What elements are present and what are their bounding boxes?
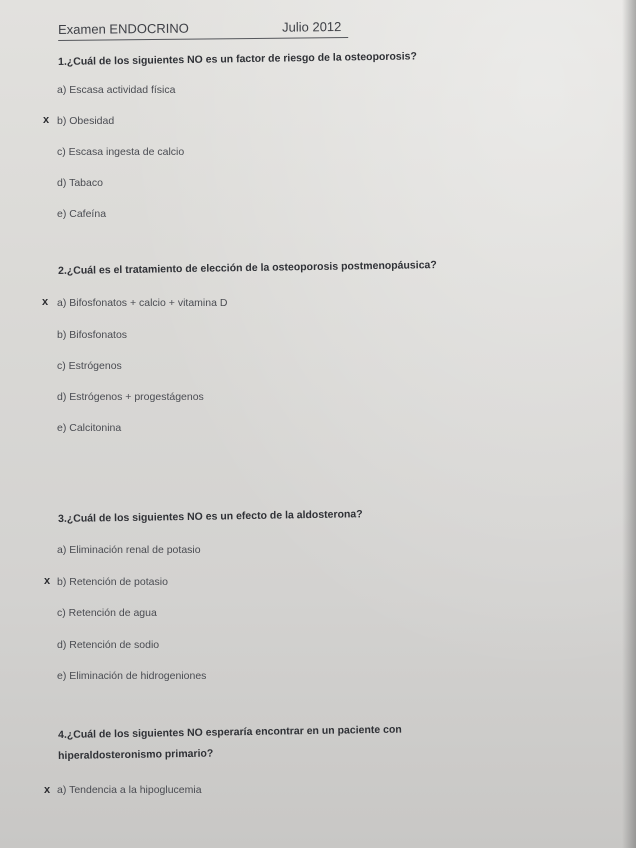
answer-mark: x	[43, 114, 50, 126]
question-2: 2.¿Cuál es el tratamiento de elección de la osteoporosis postmenopáusica?	[58, 259, 437, 277]
exam-header	[58, 19, 348, 41]
q3-option-c: c) Retención de agua	[57, 607, 157, 619]
q3-option-d: d) Retención de sodio	[57, 639, 160, 651]
q1-option-e: e) Cafeína	[57, 208, 107, 220]
exam-date: Julio 2012	[281, 19, 342, 35]
q2-option-a: a) Bifosfonatos + calcio + vitamina D	[57, 297, 228, 309]
q2-option-d: d) Estrógenos + progestágenos	[57, 391, 204, 403]
q1-option-c: c) Escasa ingesta de calcio	[57, 146, 185, 158]
q3-option-a: a) Eliminación renal de potasio	[57, 544, 201, 556]
q2-option-e: e) Calcitonina	[57, 422, 122, 434]
answer-mark: x	[44, 784, 51, 796]
q1-option-a: a) Escasa actividad física	[57, 84, 176, 96]
question-3: 3.¿Cuál de los siguientes NO es un efecto de la aldosterona?	[58, 508, 363, 525]
q2-option-c: c) Estrógenos	[57, 360, 122, 372]
answer-mark: x	[42, 296, 49, 308]
question-4-continued: hiperaldosteronismo primario?	[58, 747, 214, 762]
q3-option-e: e) Eliminación de hidrogeniones	[57, 670, 207, 682]
q3-option-b: b) Retención de potasio	[57, 576, 168, 588]
question-4: 4.¿Cuál de los siguientes NO esperaría encontrar en un paciente con	[58, 723, 402, 741]
q1-option-d: d) Tabaco	[57, 177, 103, 189]
q1-option-b: b) Obesidad	[57, 115, 115, 127]
q2-option-b: b) Bifosfonatos	[57, 329, 128, 341]
exam-title: Examen ENDOCRINO	[58, 20, 189, 37]
answer-mark: x	[44, 575, 51, 587]
page-edge-shadow	[622, 0, 636, 848]
q4-option-a: a) Tendencia a la hipoglucemia	[57, 784, 202, 796]
question-1: 1.¿Cuál de los siguientes NO es un factor de riesgo de la osteoporosis?	[58, 50, 417, 68]
